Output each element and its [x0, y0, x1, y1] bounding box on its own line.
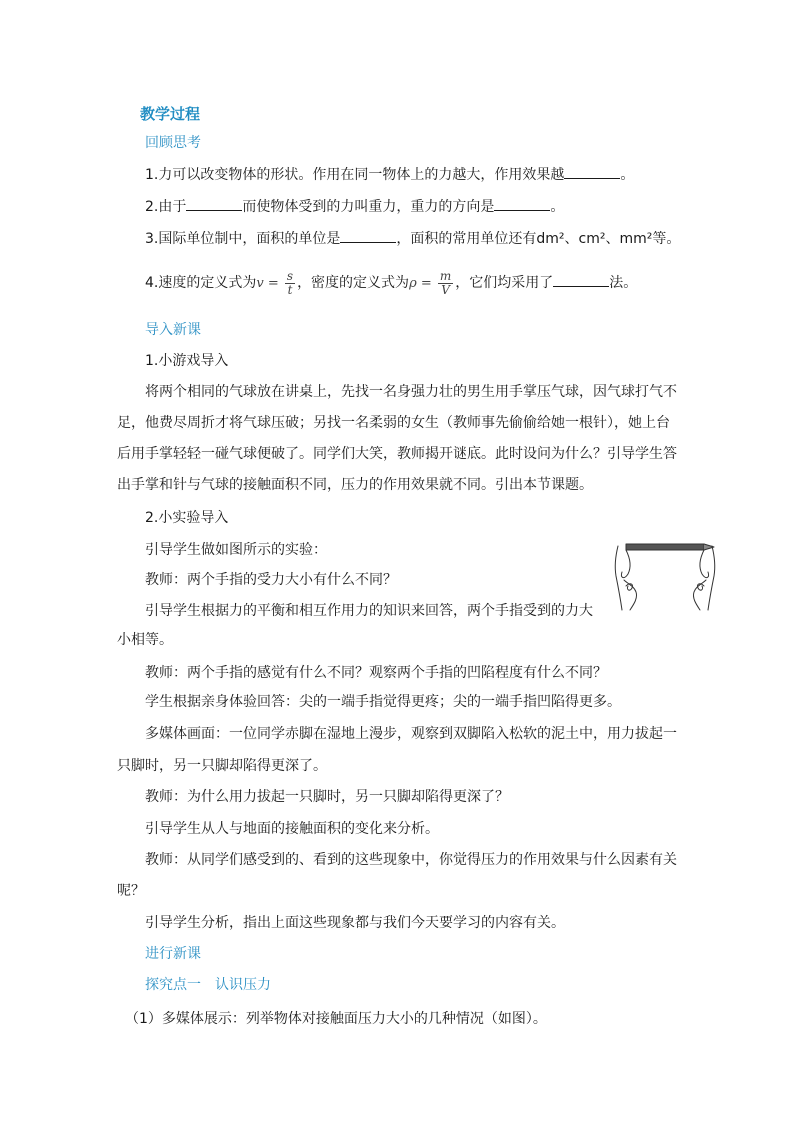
q2-end: 。: [550, 199, 565, 215]
intro-s2-line-2: 教师：两个手指的受力大小有什么不同？: [145, 572, 397, 588]
q2-blank-2: [494, 196, 550, 211]
density-numerator: m: [439, 268, 452, 283]
newlesson-point-1: 探究点一 认识压力: [145, 977, 271, 993]
intro-s1-line-2: 足，他费尽周折才将气球压破；另找一名柔弱的女生（教师事先偷偷给她一根针），她上台: [117, 415, 670, 431]
intro-s2-line-1: 引导学生做如图所示的实验：: [145, 542, 327, 558]
q4-text-b: ，密度的定义式为: [297, 275, 410, 291]
q3-blank: [340, 228, 396, 243]
intro-s1-line-3: 后用手掌轻轻一碰气球便破了。同学们大笑，教师揭开谜底。此时设问为什么？引导学生答: [117, 446, 677, 462]
q1-text: 1.力可以改变物体的形状。作用在同一物体上的力越大，作用效果越: [145, 167, 565, 183]
q4-text-a: 4.速度的定义式为: [145, 275, 257, 291]
intro-s2-line-3: 引导学生根据力的平衡和相互作用力的知识来回答，两个手指受到的力大: [145, 603, 593, 619]
intro-s1-title: 1.小游戏导入: [145, 353, 229, 369]
intro-s2-line-8: 只脚时，另一只脚却陷得更深了。: [117, 758, 327, 774]
newlesson-item-1: （1）多媒体展示：列举物体对接触面压力大小的几种情况（如图）。: [125, 1011, 547, 1027]
q4-end: 法。: [609, 275, 638, 291]
review-q4: [145, 266, 637, 301]
intro-title: 导入新课: [145, 322, 201, 338]
q4-rho-symbol: ρ: [409, 276, 417, 291]
intro-s1-line-1: 将两个相同的气球放在讲桌上，先找一名身强力壮的男生用手掌压气球，因气球打气不: [145, 384, 677, 400]
left-hand-outline: [615, 546, 622, 610]
q4-text-c: ，它们均采用了: [455, 275, 554, 291]
velocity-numerator: s: [286, 268, 294, 283]
velocity-fraction: [285, 270, 295, 297]
newlesson-title: 进行新课: [145, 946, 201, 962]
intro-s2-line-13: 引导学生分析，指出上面这些现象都与我们今天要学习的内容有关。: [145, 915, 565, 931]
q2-text-b: 而使物体受到的力叫重力，重力的方向是: [242, 199, 495, 215]
intro-s1-line-4: 出手掌和针与气球的接触面积不同，压力的作用效果就不同。引出本节课题。: [117, 477, 593, 493]
intro-s2-line-6: 学生根据亲身体验回答：尖的一端手指觉得更疼；尖的一端手指凹陷得更多。: [145, 694, 621, 710]
left-thumb: [621, 550, 630, 578]
velocity-denominator: t: [287, 282, 293, 297]
intro-s2-line-9: 教师：为什么用力拔起一只脚时，另一只脚却陷得更深了？: [145, 789, 509, 805]
right-palm: [693, 580, 706, 610]
q3-text-b: ，面积的常用单位还有dm²、cm²、mm²等。: [396, 231, 681, 247]
pencil-body: [626, 544, 704, 550]
intro-s2-line-12: 呢？: [117, 883, 145, 899]
intro-s2-line-10: 引导学生从人与地面的接触面积的变化来分析。: [145, 821, 439, 837]
review-q2: [145, 196, 564, 217]
right-hand-outline: [708, 546, 715, 610]
q4-v-symbol: v: [256, 276, 264, 291]
q2-blank-1: [186, 196, 242, 211]
q1-blank: [564, 164, 620, 179]
intro-s2-line-4: 小相等。: [117, 632, 173, 648]
q4-equals-2: =: [416, 276, 436, 291]
q4-equals: =: [263, 276, 283, 291]
density-denominator: V: [441, 282, 450, 297]
pencil-fingers-illustration: [606, 536, 724, 612]
right-thumb: [700, 550, 709, 578]
review-q3: [145, 228, 680, 249]
review-q1: [145, 164, 634, 185]
q4-blank: [553, 272, 609, 287]
q3-text-a: 3.国际单位制中，面积的单位是: [145, 231, 341, 247]
left-palm: [624, 580, 637, 610]
density-fraction: [438, 270, 453, 297]
q2-text-a: 2.由于: [145, 199, 187, 215]
intro-s2-line-7: 多媒体画面：一位同学赤脚在湿地上漫步，观察到双脚陷入松软的泥土中，用力拔起一: [145, 726, 677, 742]
review-title: 回顾思考: [145, 135, 201, 151]
q1-end: 。: [620, 167, 635, 183]
intro-s2-line-5: 教师：两个手指的感觉有什么不同？观察两个手指的凹陷程度有什么不同？: [145, 665, 607, 681]
section-heading: 教学过程: [140, 105, 201, 123]
intro-s2-title: 2.小实验导入: [145, 510, 229, 526]
intro-s2-line-11: 教师：从同学们感受到的、看到的这些现象中，你觉得压力的作用效果与什么因素有关: [145, 852, 677, 868]
